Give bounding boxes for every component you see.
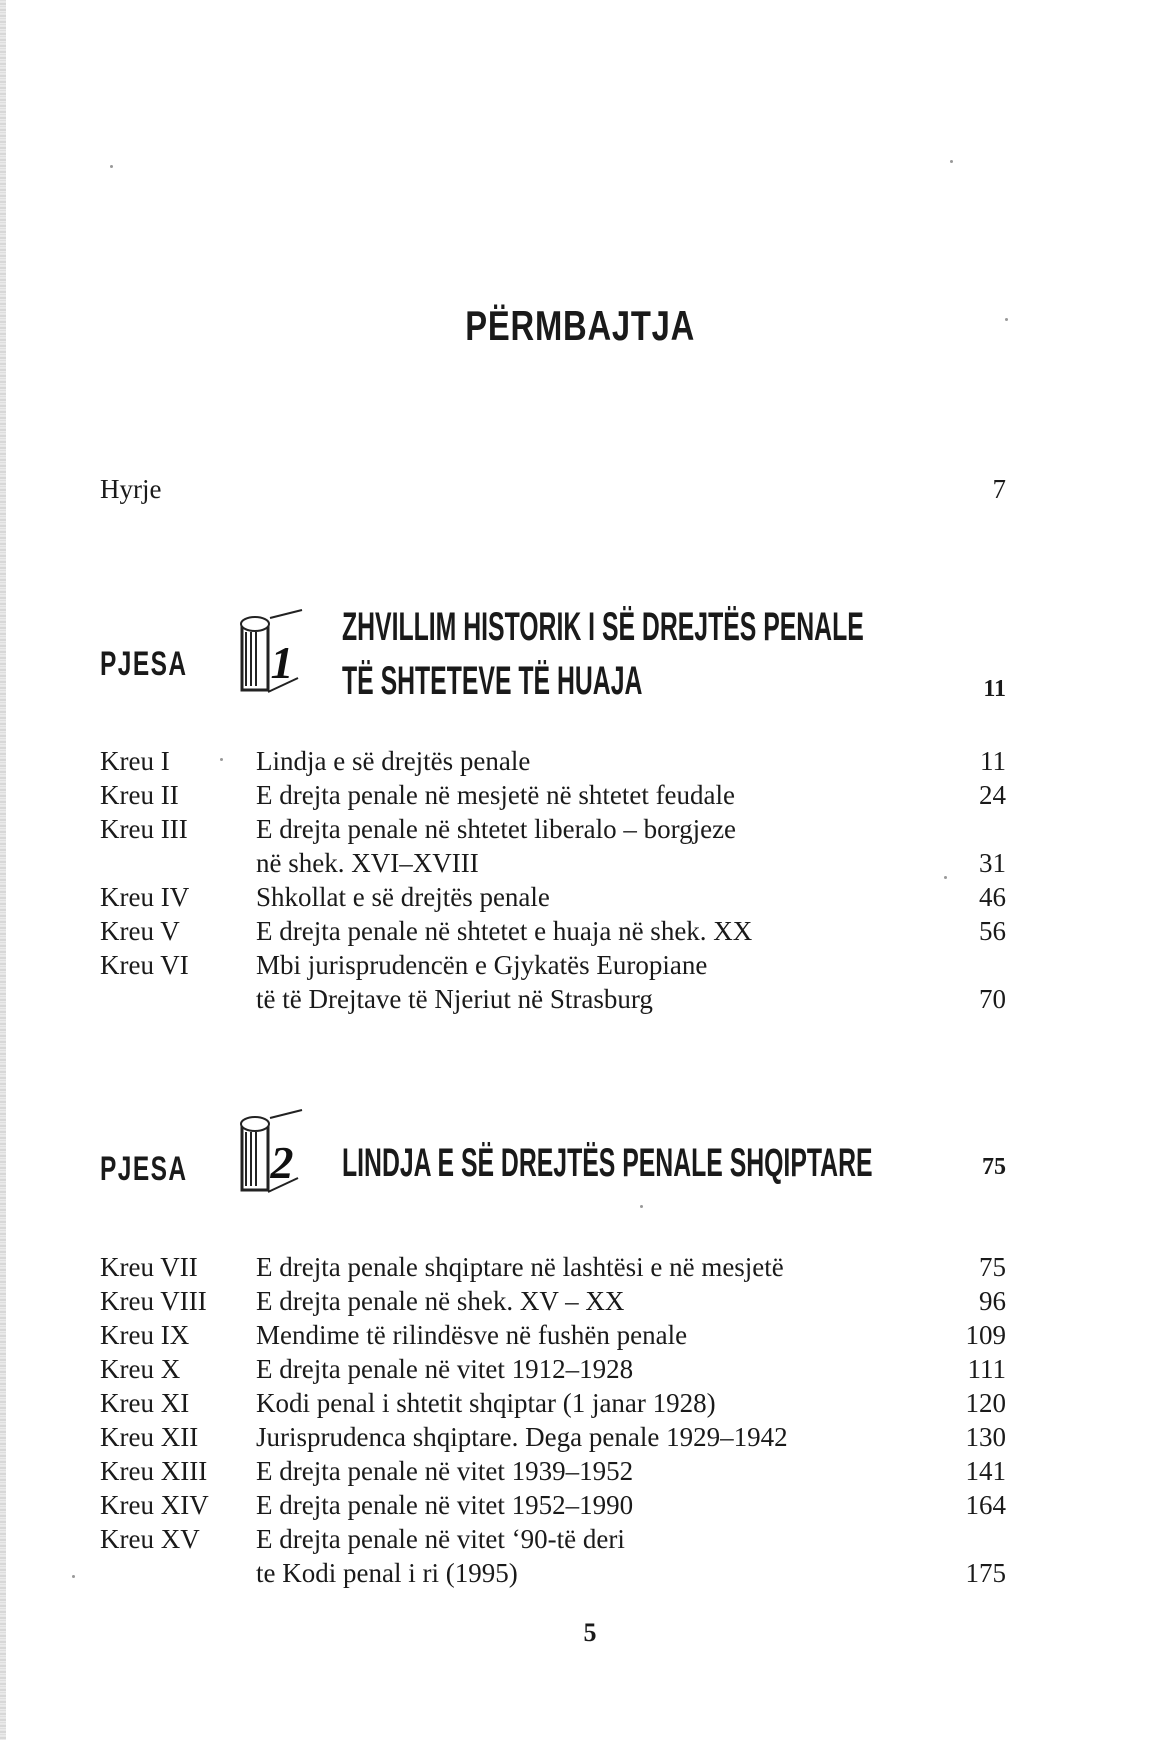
chapter-page: 120 xyxy=(965,1388,1006,1418)
chapter-title: E drejta penale në vitet 1912–1928 xyxy=(256,1354,634,1384)
chapter-title: E drejta penale në shtetet e huaja në shek. XX xyxy=(256,916,753,946)
chapter-page: 31 xyxy=(979,848,1006,878)
chapter-kreu: Kreu XI xyxy=(100,1388,190,1418)
chapter-title: Mbi jurisprudencën e Gjykatës Europiane xyxy=(256,950,708,980)
chapter-page: 164 xyxy=(965,1490,1006,1520)
part-1-label: PJESA xyxy=(100,645,188,683)
part-2-label: PJESA xyxy=(100,1150,188,1188)
chapter-kreu: Kreu XIII xyxy=(100,1456,208,1486)
chapter-page: 141 xyxy=(965,1456,1006,1486)
chapter-kreu: Kreu VII xyxy=(100,1252,198,1282)
chapter-page: 175 xyxy=(965,1558,1006,1588)
page-title: PËRMBAJTJA xyxy=(465,302,696,349)
chapter-kreu: Kreu III xyxy=(100,814,188,844)
chapter-title: Kodi penal i shtetit shqiptar (1 janar 1928) xyxy=(256,1388,716,1418)
intro-page: 7 xyxy=(992,474,1006,504)
chapter-title: E drejta penale në shek. XV – XX xyxy=(256,1286,625,1316)
chapter-kreu: Kreu IX xyxy=(100,1320,190,1350)
scan-speck xyxy=(72,1575,75,1578)
chapter-kreu: Kreu VI xyxy=(100,950,189,980)
chapter-page: 70 xyxy=(979,984,1006,1014)
chapter-title: E drejta penale në vitet 1952–1990 xyxy=(256,1490,634,1520)
chapter-kreu: Kreu I xyxy=(100,746,170,776)
chapter-page: 96 xyxy=(979,1286,1006,1316)
chapter-title: Mendime të rilindësve në fushën penale xyxy=(256,1320,688,1350)
chapter-title-cont: të të Drejtave të Njeriut në Strasburg xyxy=(256,984,653,1014)
part-1-page: 11 xyxy=(983,676,1006,702)
chapter-title: Jurisprudenca shqiptare. Dega penale 1929–1942 xyxy=(256,1422,788,1452)
chapter-kreu: Kreu VIII xyxy=(100,1286,207,1316)
chapter-page: 11 xyxy=(980,746,1006,776)
chapter-kreu: Kreu IV xyxy=(100,882,190,912)
chapter-kreu: Kreu XIV xyxy=(100,1490,209,1520)
chapter-page: 111 xyxy=(967,1354,1006,1384)
scan-edge xyxy=(0,0,6,1740)
scan-speck xyxy=(640,1205,643,1208)
scan-speck xyxy=(1005,318,1008,321)
part-1-title-line-2: TË SHTETEVE TË HUAJA xyxy=(342,659,643,703)
part-2-number: 2 xyxy=(270,1137,294,1188)
chapter-title: E drejta penale në mesjetë në shtetet feudale xyxy=(256,780,736,810)
scan-speck xyxy=(110,165,113,168)
chapter-kreu: Kreu V xyxy=(100,916,180,946)
chapter-title: E drejta penale në shtetet liberalo – borgjeze xyxy=(256,814,737,844)
chapter-title-cont: te Kodi penal i ri (1995) xyxy=(256,1558,518,1588)
chapter-page: 109 xyxy=(965,1320,1006,1350)
chapter-title: E drejta penale në vitet ‘90-të deri xyxy=(256,1524,625,1554)
chapter-title-cont: në shek. XVI–XVIII xyxy=(256,848,479,878)
chapter-page: 75 xyxy=(979,1252,1006,1282)
part-1-title-line-1: ZHVILLIM HISTORIK I SË DREJTËS PENALE xyxy=(342,605,864,649)
chapter-page: 130 xyxy=(965,1422,1006,1452)
chapter-title: E drejta penale shqiptare në lashtësi e në mesjetë xyxy=(256,1252,784,1282)
chapter-title: Lindja e së drejtës penale xyxy=(256,746,531,776)
chapter-title: E drejta penale në vitet 1939–1952 xyxy=(256,1456,634,1486)
part-2-scroll-icon xyxy=(232,1108,310,1198)
chapter-kreu: Kreu XV xyxy=(100,1524,200,1554)
chapter-page: 24 xyxy=(979,780,1006,810)
part-1-number: 1 xyxy=(270,637,294,688)
intro-label: Hyrje xyxy=(100,474,162,504)
chapter-page: 56 xyxy=(979,916,1006,946)
part-2-page: 75 xyxy=(982,1154,1006,1180)
chapter-page: 46 xyxy=(979,882,1006,912)
chapter-kreu: Kreu XII xyxy=(100,1422,199,1452)
part-1-scroll-icon xyxy=(232,608,310,698)
page-number: 5 xyxy=(583,1618,597,1647)
part-2-title-line-1: LINDJA E SË DREJTËS PENALE SHQIPTARE xyxy=(342,1141,873,1185)
chapter-title: Shkollat e së drejtës penale xyxy=(256,882,550,912)
scan-speck xyxy=(220,758,223,761)
scan-speck xyxy=(944,876,947,879)
scan-speck xyxy=(950,160,953,163)
chapter-kreu: Kreu II xyxy=(100,780,179,810)
chapter-kreu: Kreu X xyxy=(100,1354,181,1384)
